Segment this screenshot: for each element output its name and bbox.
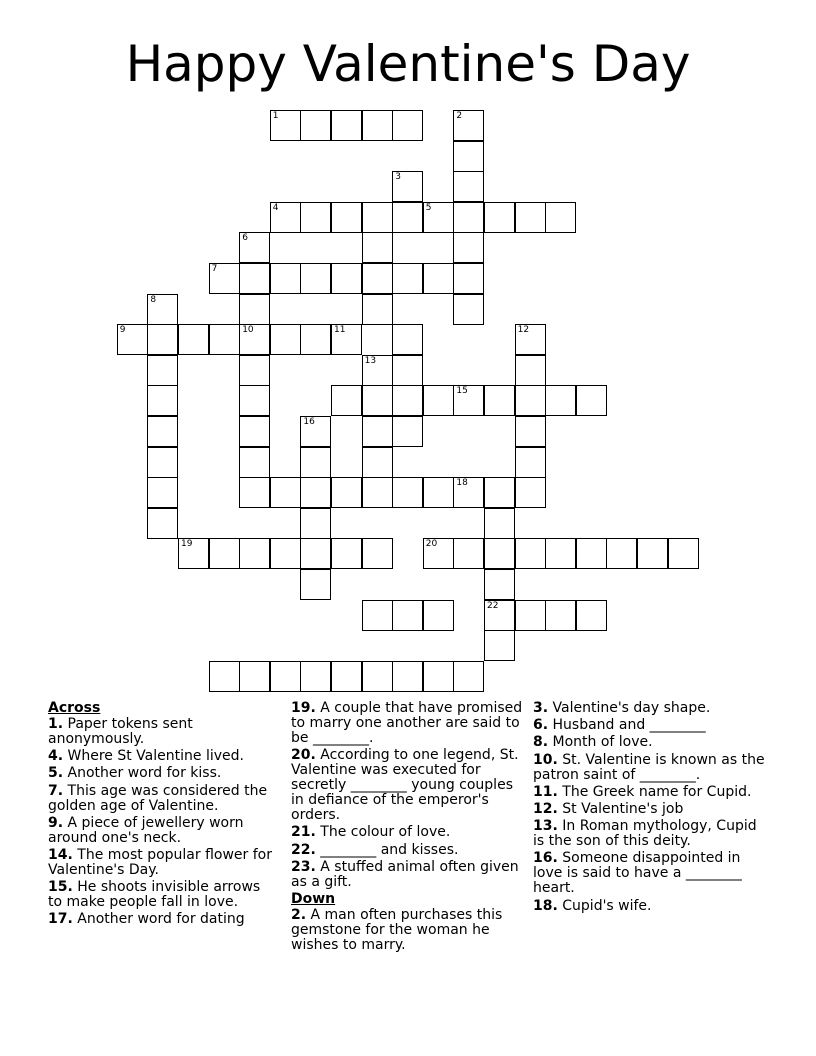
clue-number: 5.	[48, 765, 64, 782]
clue-text: This age was considered the golden age of Valentine.	[48, 782, 268, 814]
clue-text: Someone disappointed in love is said to have a ________ heart.	[533, 850, 742, 897]
grid-cell[interactable]	[423, 600, 454, 631]
clue-text: Month of love.	[548, 734, 653, 751]
clue-number: 5	[425, 202, 432, 213]
clue-column-3	[533, 701, 769, 916]
grid-cell[interactable]	[453, 110, 484, 141]
grid-cell[interactable]	[362, 355, 393, 386]
grid-cell[interactable]	[515, 538, 546, 569]
clue-number: 17.	[48, 911, 73, 928]
clue-column-1	[48, 701, 278, 930]
grid-cell[interactable]	[637, 538, 668, 569]
grid-cell[interactable]	[239, 324, 270, 355]
down-clue	[533, 785, 769, 800]
grid-cell[interactable]	[178, 324, 209, 355]
across-clue	[48, 848, 278, 878]
clue-number: 16	[303, 417, 315, 427]
grid-cell[interactable]	[362, 447, 393, 478]
grid-cell[interactable]	[545, 538, 576, 569]
clue-number: 13.	[533, 818, 558, 835]
grid-cell[interactable]	[515, 324, 546, 355]
grid-cell[interactable]	[362, 600, 393, 631]
grid-cell[interactable]	[239, 385, 270, 416]
grid-cell[interactable]	[331, 263, 362, 294]
grid-cell[interactable]	[392, 202, 423, 233]
grid-cell[interactable]	[147, 416, 178, 447]
grid-cell[interactable]	[239, 538, 270, 569]
clue-number: 7	[211, 264, 218, 274]
clue-number: 8	[150, 294, 157, 305]
clue-number: 12.	[533, 800, 558, 817]
clue-number: 2.	[291, 906, 307, 923]
grid-cell[interactable]	[147, 385, 178, 416]
grid-cell[interactable]	[668, 538, 699, 569]
across-clue	[291, 843, 527, 858]
across-clue	[48, 912, 278, 927]
grid-cell[interactable]	[392, 661, 423, 692]
grid-cell[interactable]	[606, 538, 637, 569]
down-clue	[533, 735, 769, 750]
clue-number: 19	[181, 539, 193, 550]
page-title: Happy Valentine's Day	[125, 35, 691, 93]
grid-cell[interactable]	[392, 600, 423, 631]
grid-cell[interactable]	[270, 202, 301, 233]
grid-cell[interactable]	[331, 385, 362, 416]
clue-number: 23.	[291, 858, 316, 875]
clue-text: Husband and ________	[548, 717, 706, 734]
grid-cell[interactable]	[270, 661, 301, 692]
clue-number: 6.	[533, 717, 549, 734]
grid-cell[interactable]	[331, 324, 362, 355]
across-clue	[48, 816, 278, 846]
clue-text: A couple that have promised to marry one another are said to be ________.	[291, 700, 523, 746]
clue-number: 1	[272, 111, 279, 121]
grid-cell[interactable]	[453, 477, 484, 508]
grid-cell[interactable]	[362, 385, 393, 416]
down-clue	[533, 851, 769, 896]
grid-cell[interactable]	[147, 324, 178, 355]
grid-cell[interactable]	[117, 324, 148, 355]
across-clue	[48, 717, 278, 747]
across-clue	[48, 766, 278, 781]
across-clue	[291, 825, 527, 840]
grid-cell[interactable]	[423, 385, 454, 416]
grid-cell[interactable]	[453, 294, 484, 325]
clue-text: He shoots invisible arrows to make people fall in love.	[48, 879, 261, 911]
grid-cell[interactable]	[362, 110, 393, 141]
across-clue	[291, 701, 527, 746]
grid-cell[interactable]	[239, 477, 270, 508]
clue-number: 4.	[48, 748, 64, 765]
clue-number: 15.	[48, 879, 73, 896]
down-clue	[533, 819, 769, 849]
grid-cell[interactable]	[270, 538, 301, 569]
clue-number: 12	[517, 325, 530, 336]
grid-cell[interactable]	[147, 355, 178, 386]
grid-cell[interactable]	[423, 661, 454, 692]
clue-number: 6	[242, 233, 248, 244]
grid-cell[interactable]	[239, 294, 270, 325]
grid-cell[interactable]	[300, 508, 331, 539]
grid-cell[interactable]	[209, 538, 240, 569]
across-clue	[48, 749, 278, 764]
grid-cell[interactable]	[392, 416, 423, 447]
clue-number: 18	[456, 478, 468, 489]
clue-number: 10.	[533, 751, 558, 768]
grid-cell[interactable]	[300, 263, 331, 294]
grid-cell[interactable]	[178, 538, 209, 569]
grid-cell[interactable]	[423, 263, 454, 294]
grid-cell[interactable]	[147, 477, 178, 508]
grid-cell[interactable]	[362, 477, 393, 508]
grid-cell[interactable]	[392, 355, 423, 386]
down-clue	[533, 718, 769, 733]
clue-text: St Valentine's job	[557, 800, 684, 817]
grid-cell[interactable]	[392, 171, 423, 202]
grid-cell[interactable]	[484, 630, 515, 661]
grid-cell[interactable]	[484, 385, 515, 416]
clue-number: 3	[395, 172, 401, 183]
grid-cell[interactable]	[270, 263, 301, 294]
grid-cell[interactable]	[300, 110, 331, 141]
grid-cell[interactable]	[453, 202, 484, 233]
grid-cell[interactable]	[362, 294, 393, 325]
grid-cell[interactable]	[392, 385, 423, 416]
grid-cell[interactable]	[331, 538, 362, 569]
clue-text: The colour of love.	[315, 824, 451, 841]
clue-number: 15	[456, 386, 468, 397]
clue-number: 22	[487, 600, 499, 611]
grid-cell[interactable]	[300, 477, 331, 508]
grid-cell[interactable]	[453, 263, 484, 294]
grid-cell[interactable]	[300, 416, 331, 447]
clue-text: Another word for dating	[72, 911, 245, 928]
grid-cell[interactable]	[209, 324, 240, 355]
grid-cell[interactable]	[362, 538, 393, 569]
clue-text: Where St Valentine lived.	[63, 748, 244, 765]
grid-cell[interactable]	[515, 477, 546, 508]
clue-text: ________ and kisses.	[315, 841, 459, 858]
down-clue	[533, 753, 769, 783]
grid-cell[interactable]	[484, 508, 515, 539]
clue-text: Cupid's wife.	[557, 897, 652, 914]
clue-number: 7.	[48, 782, 64, 799]
clue-number: 18.	[533, 897, 558, 914]
grid-cell[interactable]	[453, 661, 484, 692]
grid-cell[interactable]	[484, 569, 515, 600]
grid-cell[interactable]	[362, 202, 393, 233]
grid-cell[interactable]	[484, 538, 515, 569]
grid-cell[interactable]	[331, 110, 362, 141]
clue-text: Paper tokens sent anonymously.	[48, 716, 193, 747]
grid-cell[interactable]	[331, 661, 362, 692]
across-clue	[48, 880, 278, 910]
clue-number: 22.	[291, 841, 316, 858]
down-clue	[533, 802, 769, 817]
clue-text: The Greek name for Cupid.	[557, 783, 752, 800]
grid-cell[interactable]	[239, 661, 270, 692]
grid-cell[interactable]	[423, 202, 454, 233]
clue-number: 19.	[291, 700, 316, 716]
grid-cell[interactable]	[300, 447, 331, 478]
clue-column-2	[291, 701, 527, 955]
grid-cell[interactable]	[239, 355, 270, 386]
grid-cell[interactable]	[300, 202, 331, 233]
down-heading: Down	[291, 890, 336, 907]
clue-text: Valentine's day shape.	[548, 700, 711, 716]
clue-number: 21.	[291, 824, 316, 841]
grid-cell[interactable]	[484, 477, 515, 508]
grid-cell[interactable]	[515, 447, 546, 478]
grid-cell[interactable]	[453, 232, 484, 263]
grid-cell[interactable]	[515, 355, 546, 386]
clue-number: 2	[456, 111, 463, 121]
grid-cell[interactable]	[453, 141, 484, 172]
grid-cell[interactable]	[239, 416, 270, 447]
clue-text: St. Valentine is known as the patron saint of ________.	[533, 751, 765, 783]
clue-text: A stuffed animal often given as a gift.	[291, 858, 519, 890]
grid-cell[interactable]	[545, 202, 576, 233]
grid-cell[interactable]	[423, 477, 454, 508]
across-clue	[48, 784, 278, 814]
grid-cell[interactable]	[239, 232, 270, 263]
clue-text: A man often purchases this gemstone for the woman he wishes to marry.	[291, 906, 503, 953]
grid-cell[interactable]	[331, 477, 362, 508]
grid-cell[interactable]	[392, 110, 423, 141]
grid-cell[interactable]	[147, 447, 178, 478]
grid-cell[interactable]	[270, 477, 301, 508]
grid-cell[interactable]	[515, 600, 546, 631]
clue-number: 11	[334, 325, 346, 336]
grid-cell[interactable]	[147, 508, 178, 539]
clue-number: 8.	[533, 734, 549, 751]
clue-number: 1.	[48, 716, 64, 732]
grid-cell[interactable]	[147, 294, 178, 325]
grid-cell[interactable]	[515, 385, 546, 416]
grid-cell[interactable]	[270, 324, 301, 355]
grid-cell[interactable]	[545, 600, 576, 631]
clue-text: The most popular flower for Valentine's Day.	[48, 846, 272, 878]
grid-cell[interactable]	[484, 202, 515, 233]
clue-number: 11.	[533, 783, 558, 800]
grid-cell[interactable]	[576, 385, 607, 416]
clue-number: 14.	[48, 846, 73, 863]
grid-cell[interactable]	[453, 171, 484, 202]
grid-cell[interactable]	[300, 661, 331, 692]
clue-text: In Roman mythology, Cupid is the son of this deity.	[533, 818, 757, 850]
grid-cell[interactable]	[484, 600, 515, 631]
clue-number: 20.	[291, 747, 316, 764]
across-heading: Across	[48, 700, 101, 716]
grid-cell[interactable]	[300, 569, 331, 600]
grid-cell[interactable]	[545, 385, 576, 416]
grid-cell[interactable]	[300, 538, 331, 569]
down-clue	[533, 701, 769, 716]
down-clue	[533, 899, 769, 914]
grid-cell[interactable]	[362, 416, 393, 447]
grid-cell[interactable]	[515, 416, 546, 447]
clue-number: 3.	[533, 700, 549, 716]
grid-cell[interactable]	[423, 538, 454, 569]
grid-cell[interactable]	[576, 600, 607, 631]
grid-cell[interactable]	[270, 110, 301, 141]
grid-cell[interactable]	[453, 538, 484, 569]
grid-cell[interactable]	[209, 661, 240, 692]
grid-cell[interactable]	[362, 232, 393, 263]
grid-cell[interactable]	[453, 385, 484, 416]
clue-number: 20	[425, 539, 438, 550]
grid-cell[interactable]	[331, 202, 362, 233]
clue-number: 9	[119, 325, 126, 336]
across-clue	[291, 748, 527, 823]
across-clue	[291, 860, 527, 890]
grid-cell[interactable]	[300, 324, 331, 355]
grid-cell[interactable]	[239, 447, 270, 478]
clue-number: 13	[364, 355, 377, 366]
grid-cell[interactable]	[239, 263, 270, 294]
clue-number: 16.	[533, 850, 558, 867]
grid-cell[interactable]	[362, 661, 393, 692]
grid-cell[interactable]	[362, 263, 393, 294]
grid-cell[interactable]	[515, 202, 546, 233]
clue-number: 9.	[48, 814, 64, 831]
grid-cell[interactable]	[392, 263, 423, 294]
grid-cell[interactable]	[576, 538, 607, 569]
down-clue	[291, 908, 527, 953]
grid-cell[interactable]	[392, 477, 423, 508]
grid-cell[interactable]	[209, 263, 240, 294]
clue-text: Another word for kiss.	[63, 765, 222, 782]
clue-number: 4	[272, 202, 279, 213]
clue-text: A piece of jewellery worn around one's neck.	[48, 814, 244, 846]
clue-text: According to one legend, St. Valentine was executed for secretly ________ young couples in defiance of the emperor's orders.	[291, 747, 519, 824]
clue-number: 10	[242, 325, 254, 336]
grid-cell[interactable]	[392, 324, 423, 355]
